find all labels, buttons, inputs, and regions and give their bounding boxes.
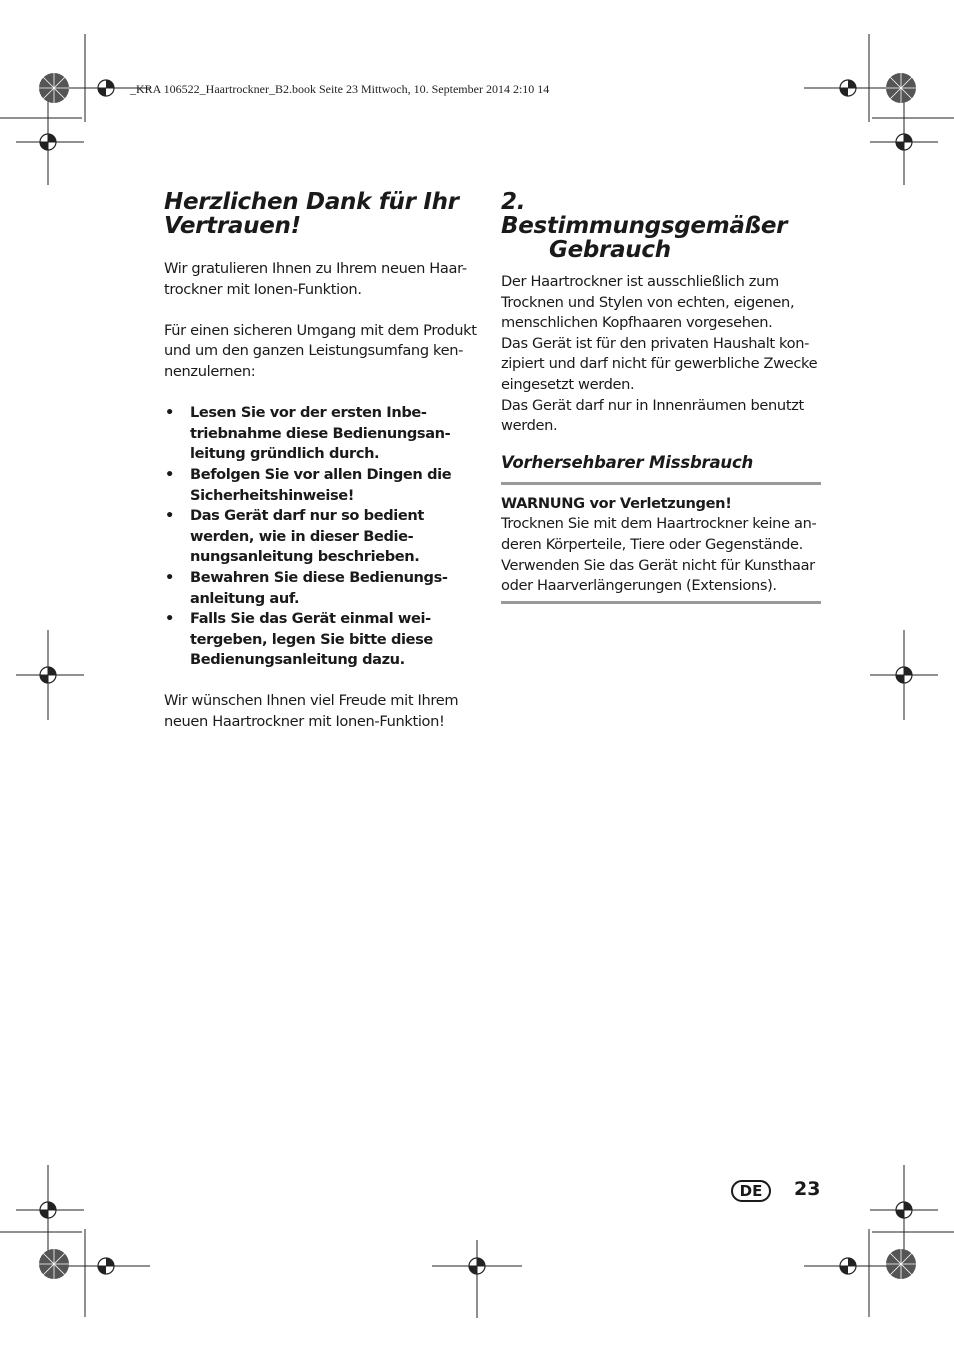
language-badge: DE	[731, 1180, 771, 1202]
intended-use-heading	[501, 190, 821, 262]
section-number: 2.	[501, 189, 526, 215]
text-line: Lesen Sie vor der ersten Inbe-	[190, 404, 427, 422]
text-line: Das Gerät darf nur so bedient	[190, 507, 424, 525]
text-line: und um den ganzen Leistungsumfang ken-	[164, 342, 464, 360]
page-number: 23	[794, 1178, 821, 1200]
intended-use-paragraph	[501, 272, 821, 437]
text-line: oder Haarverlängerungen (Extensions).	[501, 577, 777, 595]
warning-box	[501, 482, 821, 604]
text-line: werden, wie in dieser Bedie-	[190, 527, 414, 545]
text-line: Der Haartrockner ist ausschließlich zum	[501, 273, 779, 290]
text-line: Falls Sie das Gerät einmal wei-	[190, 610, 431, 628]
text-line: zipiert und darf nicht für gewerbliche Zwecke	[501, 355, 818, 373]
text-line: Bewahren Sie diese Bedienungs-	[190, 568, 448, 586]
text-line: triebnahme diese Bedienungsan-	[190, 424, 451, 442]
print-slug: _KRA 106522_Haartrockner_B2.book Seite 23 Mittwoch, 10. September 2014 2:10 14	[130, 82, 550, 96]
thanks-heading-line: Herzlichen Dank für Ihr	[164, 189, 459, 215]
usage-paragraph	[164, 321, 482, 383]
text-line: deren Körperteile, Tiere oder Gegenstände.	[501, 535, 803, 553]
list-item	[164, 403, 482, 465]
list-item	[164, 465, 482, 506]
list-item	[164, 568, 482, 609]
text-line: Verwenden Sie das Gerät nicht für Kunsthaar	[501, 556, 815, 574]
text-line: Trocknen und Stylen von echten, eigenen,	[501, 293, 795, 311]
closing-paragraph	[164, 691, 482, 732]
list-item	[164, 506, 482, 568]
warning-title: WARNUNG vor Verletzungen!	[501, 494, 732, 512]
right-column	[501, 190, 821, 604]
text-line: Bedienungsanleitung dazu.	[190, 651, 405, 669]
text-line: anleitung auf.	[190, 589, 300, 607]
thanks-heading	[164, 190, 482, 238]
text-line: Wir wünschen Ihnen viel Freude mit Ihrem	[164, 692, 459, 710]
text-line: tergeben, legen Sie bitte diese	[190, 630, 433, 648]
list-item	[164, 609, 482, 671]
text-line: nenzulernen:	[164, 362, 256, 380]
text-line: Wir gratulieren Ihnen zu Ihrem neuen Haar-	[164, 260, 467, 277]
text-line: neuen Haartrockner mit Ionen-Funktion!	[164, 713, 445, 731]
text-line: werden.	[501, 417, 558, 435]
intended-use-heading-line: Gebrauch	[549, 237, 671, 263]
text-line: Befolgen Sie vor allen Dingen die	[190, 465, 452, 483]
text-line: Für einen sicheren Umgang mit dem Produkt	[164, 321, 477, 339]
text-line: Sicherheitshinweise!	[190, 486, 355, 504]
warning-text	[501, 514, 821, 596]
thanks-heading-line: Vertrauen!	[164, 213, 301, 239]
text-line: menschlichen Kopfhaaren vorgesehen.	[501, 314, 773, 332]
text-line: Das Gerät darf nur in Innenräumen benutzt	[501, 396, 804, 414]
instruction-list	[164, 403, 482, 671]
text-line: trockner mit Ionen-Funktion.	[164, 280, 362, 298]
text-line: Das Gerät ist für den privaten Haushalt kon-	[501, 334, 810, 352]
text-line: Trocknen Sie mit dem Haartrockner keine an-	[501, 515, 817, 533]
misuse-subheading: Vorhersehbarer Missbrauch	[501, 452, 754, 472]
text-line: nungsanleitung beschrieben.	[190, 548, 420, 566]
left-column	[164, 190, 482, 733]
text-line: leitung gründlich durch.	[190, 445, 380, 463]
intro-paragraph	[164, 259, 482, 300]
text-line: eingesetzt werden.	[501, 375, 635, 393]
intended-use-heading-line: Bestimmungsgemäßer	[501, 213, 788, 239]
